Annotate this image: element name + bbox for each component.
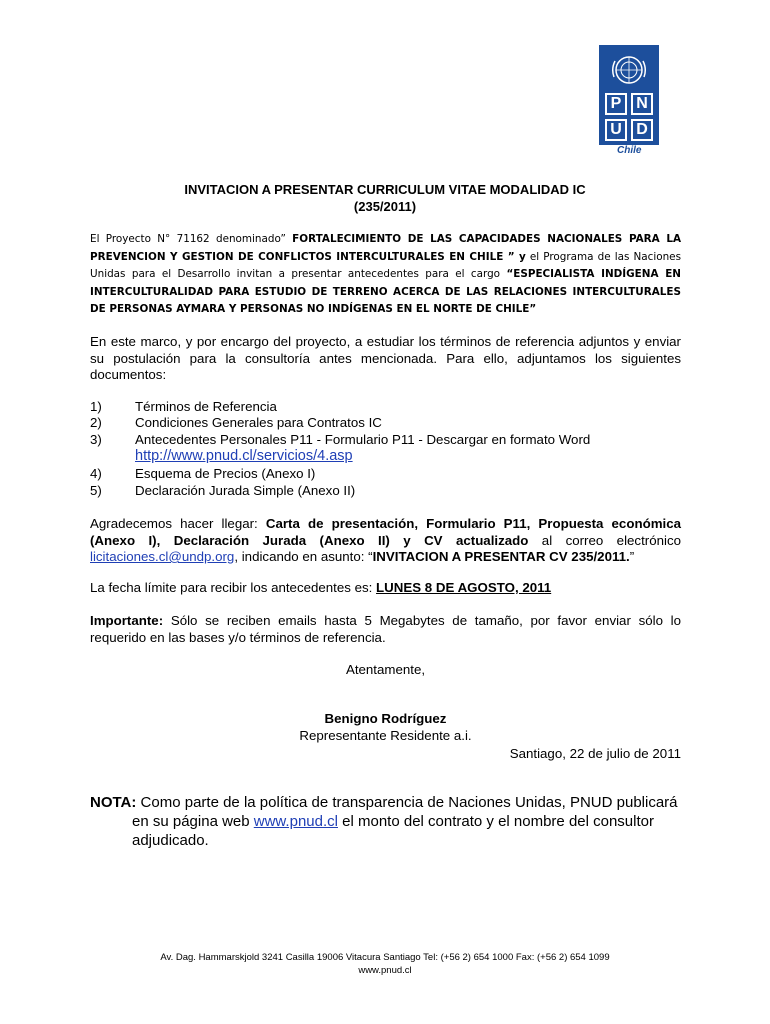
required-documents: Carta de presentación, Formulario P11, Propuesta económica (Anexo I), Declaración Jurada (Anexo II) y CV actualizado xyxy=(90,516,681,548)
important-note: Importante: Sólo se reciben emails hasta 5 Megabytes de tamaño, por favor enviar sólo lo requerido en las bases y/o términos de referencia. xyxy=(90,613,681,645)
list-item: 5) Declaración Jurada Simple (Anexo II) xyxy=(90,482,356,498)
deadline-line: La fecha límite para recibir los antecedentes es: LUNES 8 DE AGOSTO, 2011 xyxy=(90,580,552,595)
document-title xyxy=(0,182,770,214)
p11-download-link[interactable]: http://www.pnud.cl/servicios/4.asp xyxy=(135,448,353,465)
place-date: Santiago, 22 de julio de 2011 xyxy=(509,746,681,761)
context-paragraph: En este marco, y por encargo del proyecto, a estudiar los términos de referencia adjuntos y enviar su postulación para la consultoría antes mencionada. Para ello, adjuntamos los siguientes documentos: xyxy=(90,334,681,382)
nota-block: NOTA: Como parte de la política de transparencia de Naciones Unidas, PNUD publicará en su página web www.pnud.cl el monto del contrato y el nombre del consultor adjudicado. xyxy=(90,794,678,849)
closing: Atentamente, xyxy=(345,662,426,677)
project-name: FORTALECIMIENTO DE LAS CAPACIDADES NACIONALES PARA LA PREVENCION Y GESTION DE CONFLICTOS INTERCULTURALES EN CHILE ” y xyxy=(90,233,681,263)
footer-address: Av. Dag. Hammarskjold 3241 Casilla 19006 Vitacura Santiago Tel: (+56 2) 654 1000 Fax: (+56 2) 654 1099 xyxy=(160,952,610,963)
un-emblem-icon xyxy=(607,51,651,89)
intro-paragraph xyxy=(90,231,681,319)
nota-label: NOTA: xyxy=(90,794,137,811)
pnud-logo xyxy=(599,45,659,156)
title-line-2: (235/2011) xyxy=(353,199,417,214)
signer-name: Benigno Rodríguez xyxy=(324,711,447,726)
email-link[interactable]: licitaciones.cl@undp.org xyxy=(90,549,235,564)
logo-letter-n: N xyxy=(631,93,653,115)
list-item: 2) Condiciones Generales para Contratos IC xyxy=(90,415,382,431)
intro-text-1: El Proyecto N° 71162 denominado” xyxy=(90,233,293,245)
logo-letter-u: U xyxy=(605,119,627,141)
logo-letter-d: D xyxy=(631,119,653,141)
list-item: 4) Esquema de Precios (Anexo I) xyxy=(90,466,316,482)
documents-list xyxy=(90,399,690,499)
list-item: 1) Términos de Referencia xyxy=(90,399,277,414)
list-item xyxy=(90,448,690,466)
pnud-website-link[interactable]: www.pnud.cl xyxy=(253,813,338,830)
footer xyxy=(0,952,770,976)
request-paragraph: Agradecemos hacer llegar: Carta de presentación, Formulario P11, Propuesta económica (Anexo I), Declaración Jurada (Anexo II) y CV actualizado al correo electrónico licitaciones.cl@undp.org, indicando en asunto: “INVITACION A PRESENTAR CV 235/2011.” xyxy=(90,516,681,564)
logo-country: Chile xyxy=(617,145,642,156)
title-line-1: INVITACION A PRESENTAR CURRICULUM VITAE MODALIDAD IC xyxy=(184,182,586,197)
footer-website: www.pnud.cl xyxy=(358,965,412,976)
signature-block xyxy=(90,711,681,744)
logo-letter-p: P xyxy=(605,93,627,115)
important-label: Importante: xyxy=(90,613,164,628)
intro-text-2: el Programa de las Naciones Unidas para el Desarrollo invitan a presentar antecedentes para el cargo xyxy=(90,250,681,280)
position-title: “ESPECIALISTA INDÍGENA EN INTERCULTURALIDAD PARA ESTUDIO DE TERRENO ACERCA DE LAS RELACIONES INTERCULTURALES DE PERSONAS AYMARA Y PERSONAS NO INDÍGENAS EN EL NORTE DE CHILE” xyxy=(90,268,682,315)
list-item: 3) Antecedentes Personales P11 - Formulario P11 - Descargar en formato Word xyxy=(90,431,591,447)
email-subject: INVITACION A PRESENTAR CV 235/2011. xyxy=(372,549,630,564)
signer-role: Representante Residente a.i. xyxy=(299,727,472,743)
deadline-date: LUNES 8 DE AGOSTO, 2011 xyxy=(376,580,552,595)
